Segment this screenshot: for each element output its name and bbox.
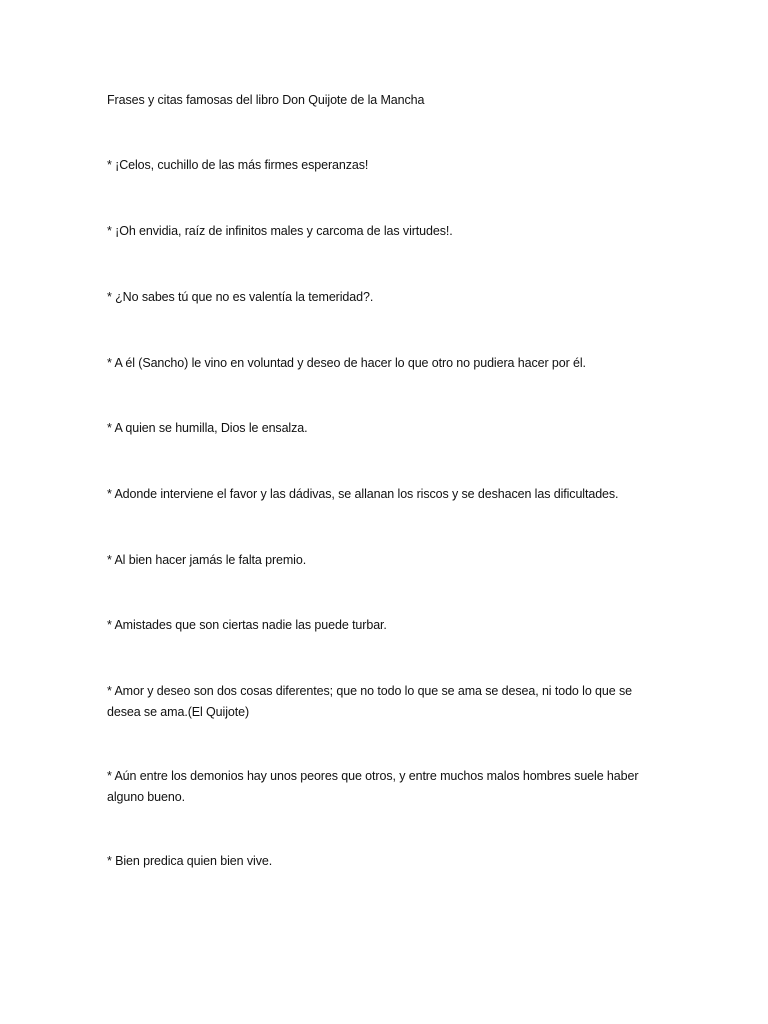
document-title: Frases y citas famosas del libro Don Quijote de la Mancha — [107, 93, 425, 107]
quote-line: * Bien predica quien bien vive. — [107, 854, 273, 868]
quote-line: * ¿No sabes tú que no es valentía la temeridad?. — [107, 290, 374, 304]
quote-line: * Aún entre los demonios hay unos peores que otros, y entre muchos malos hombres suele haber alguno bueno. — [107, 769, 639, 804]
quote-line: * Al bien hacer jamás le falta premio. — [107, 553, 307, 567]
quote-line: * Amor y deseo son dos cosas diferentes; que no todo lo que se ama se desea, ni todo lo que se desea se ama.(El Quijote) — [107, 684, 632, 719]
quote-line: * A quien se humilla, Dios le ensalza. — [107, 421, 308, 435]
quote-line: * A él (Sancho) le vino en voluntad y deseo de hacer lo que otro no pudiera hacer por él. — [107, 356, 586, 370]
quote-line: * ¡Celos, cuchillo de las más firmes esperanzas! — [107, 158, 369, 172]
quote-line: * Adonde interviene el favor y las dádivas, se allanan los riscos y se deshacen las dificultades. — [107, 487, 619, 501]
quote-line: * Amistades que son ciertas nadie las puede turbar. — [107, 618, 387, 632]
quote-line: * ¡Oh envidia, raíz de infinitos males y carcoma de las virtudes!. — [107, 224, 453, 238]
